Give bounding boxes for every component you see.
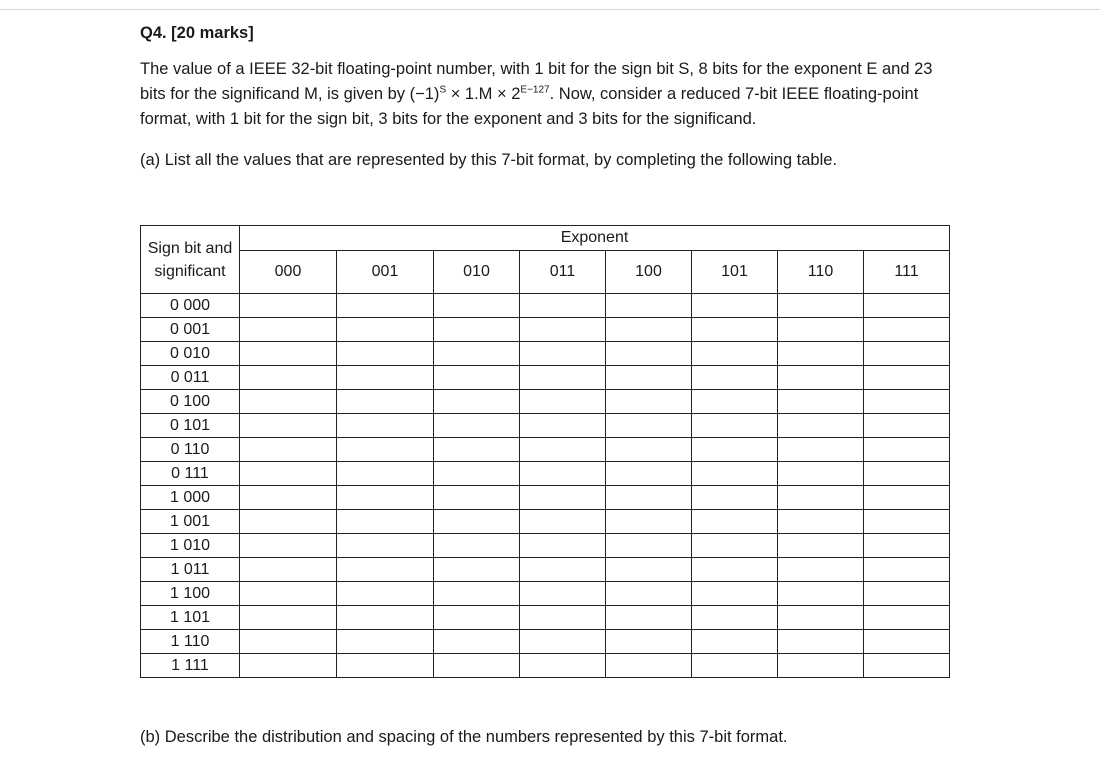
answer-cell[interactable] <box>778 462 864 486</box>
table-row <box>141 318 950 342</box>
fp-values-table <box>140 225 950 678</box>
answer-cell[interactable] <box>240 486 337 510</box>
exponent-column-header: 011 <box>520 251 606 294</box>
exponent-column-header: 000 <box>240 251 337 294</box>
answer-cell[interactable] <box>337 438 434 462</box>
answer-cell[interactable] <box>520 414 606 438</box>
answer-cell[interactable] <box>864 558 950 582</box>
answer-cell[interactable] <box>778 390 864 414</box>
answer-cell[interactable] <box>240 534 337 558</box>
answer-cell[interactable] <box>434 606 520 630</box>
answer-cell[interactable] <box>606 366 692 390</box>
answer-cell[interactable] <box>337 654 434 678</box>
row-label: 1 001 <box>141 510 240 534</box>
answer-cell[interactable] <box>520 438 606 462</box>
intro-text-2: × 1.M × 2 <box>446 85 521 103</box>
answer-cell[interactable] <box>337 342 434 366</box>
table-row <box>141 486 950 510</box>
exponent-column-header: 110 <box>778 251 864 294</box>
answer-cell[interactable] <box>692 294 778 318</box>
table-row <box>141 558 950 582</box>
answer-cell[interactable] <box>778 510 864 534</box>
answer-cell[interactable] <box>434 438 520 462</box>
row-label: 0 001 <box>141 318 240 342</box>
answer-cell[interactable] <box>864 462 950 486</box>
intro-sup-sign: S <box>439 84 447 96</box>
intro-sup-exponent: E−127 <box>520 84 550 96</box>
exponent-column-header: 111 <box>864 251 950 294</box>
answer-cell[interactable] <box>337 294 434 318</box>
table-row <box>141 414 950 438</box>
answer-cell[interactable] <box>337 582 434 606</box>
answer-cell[interactable] <box>240 294 337 318</box>
answer-cell[interactable] <box>337 414 434 438</box>
answer-cell[interactable] <box>434 630 520 654</box>
answer-cell[interactable] <box>606 462 692 486</box>
table-row <box>141 438 950 462</box>
exponent-column-header: 101 <box>692 251 778 294</box>
answer-cell[interactable] <box>606 486 692 510</box>
answer-cell[interactable] <box>864 342 950 366</box>
answer-cell[interactable] <box>240 342 337 366</box>
row-label: 0 110 <box>141 438 240 462</box>
answer-cell[interactable] <box>240 414 337 438</box>
answer-cell[interactable] <box>778 438 864 462</box>
answer-cell[interactable] <box>864 630 950 654</box>
question-title: Q4. [20 marks] <box>140 24 254 42</box>
answer-cell[interactable] <box>778 654 864 678</box>
answer-cell[interactable] <box>434 318 520 342</box>
answer-cell[interactable] <box>692 654 778 678</box>
intro-text-1: The value of a IEEE 32-bit floating-point number, with 1 bit for the sign bit S, 8 bits for the exponent E and 23 bits for the significand M, is given by (−1) <box>140 60 933 103</box>
answer-cell[interactable] <box>520 294 606 318</box>
row-label: 1 101 <box>141 606 240 630</box>
answer-cell[interactable] <box>520 510 606 534</box>
answer-cell[interactable] <box>240 582 337 606</box>
answer-cell[interactable] <box>864 654 950 678</box>
answer-cell[interactable] <box>520 630 606 654</box>
exponent-column-header: 001 <box>337 251 434 294</box>
answer-cell[interactable] <box>606 414 692 438</box>
answer-cell[interactable] <box>778 318 864 342</box>
answer-cell[interactable] <box>692 630 778 654</box>
answer-cell[interactable] <box>778 582 864 606</box>
answer-cell[interactable] <box>240 462 337 486</box>
answer-cell[interactable] <box>434 486 520 510</box>
row-label: 0 010 <box>141 342 240 366</box>
table-row <box>141 582 950 606</box>
table-row <box>141 606 950 630</box>
answer-cell[interactable] <box>864 582 950 606</box>
answer-cell[interactable] <box>864 318 950 342</box>
answer-cell[interactable] <box>434 294 520 318</box>
row-header-label: Sign bit and significant <box>141 226 240 294</box>
answer-cell[interactable] <box>434 342 520 366</box>
answer-cell[interactable] <box>240 654 337 678</box>
answer-cell[interactable] <box>864 606 950 630</box>
exponent-column-header: 100 <box>606 251 692 294</box>
question-intro <box>140 57 960 132</box>
answer-cell[interactable] <box>434 558 520 582</box>
answer-cell[interactable] <box>520 390 606 414</box>
answer-cell[interactable] <box>692 558 778 582</box>
answer-cell[interactable] <box>240 510 337 534</box>
answer-cell[interactable] <box>692 366 778 390</box>
answer-cell[interactable] <box>606 390 692 414</box>
answer-cell[interactable] <box>337 366 434 390</box>
page-top-rule <box>0 9 1100 10</box>
answer-cell[interactable] <box>692 534 778 558</box>
answer-cell[interactable] <box>778 558 864 582</box>
answer-cell[interactable] <box>434 462 520 486</box>
answer-cell[interactable] <box>520 558 606 582</box>
exponent-columns-row <box>141 251 950 294</box>
answer-cell[interactable] <box>692 462 778 486</box>
exponent-column-header: 010 <box>434 251 520 294</box>
row-label: 1 100 <box>141 582 240 606</box>
answer-cell[interactable] <box>864 414 950 438</box>
answer-cell[interactable] <box>337 486 434 510</box>
exponent-header: Exponent <box>240 226 950 251</box>
answer-cell[interactable] <box>606 630 692 654</box>
answer-cell[interactable] <box>520 534 606 558</box>
answer-cell[interactable] <box>606 606 692 630</box>
row-label: 1 110 <box>141 630 240 654</box>
answer-cell[interactable] <box>337 630 434 654</box>
answer-cell[interactable] <box>434 510 520 534</box>
answer-cell[interactable] <box>520 366 606 390</box>
answer-cell[interactable] <box>434 414 520 438</box>
part-b-text: (b) Describe the distribution and spacing of the numbers represented by this 7-bit format. <box>140 728 788 746</box>
answer-cell[interactable] <box>606 534 692 558</box>
table-row <box>141 534 950 558</box>
answer-cell[interactable] <box>434 534 520 558</box>
answer-cell[interactable] <box>864 534 950 558</box>
answer-cell[interactable] <box>337 510 434 534</box>
table-row <box>141 342 950 366</box>
answer-cell[interactable] <box>240 318 337 342</box>
answer-cell[interactable] <box>337 534 434 558</box>
answer-cell[interactable] <box>864 510 950 534</box>
row-label: 0 011 <box>141 366 240 390</box>
answer-cell[interactable] <box>778 366 864 390</box>
part-a-text: (a) List all the values that are represented by this 7-bit format, by completing the following table. <box>140 151 838 169</box>
answer-cell[interactable] <box>240 366 337 390</box>
answer-cell[interactable] <box>240 390 337 414</box>
answer-cell[interactable] <box>520 486 606 510</box>
answer-cell[interactable] <box>606 558 692 582</box>
answer-cell[interactable] <box>337 318 434 342</box>
answer-cell[interactable] <box>337 462 434 486</box>
answer-cell[interactable] <box>692 582 778 606</box>
answer-cell[interactable] <box>520 318 606 342</box>
answer-cell[interactable] <box>520 582 606 606</box>
row-label: 1 011 <box>141 558 240 582</box>
table-row <box>141 630 950 654</box>
answer-cell[interactable] <box>606 342 692 366</box>
answer-cell[interactable] <box>778 294 864 318</box>
row-label: 1 000 <box>141 486 240 510</box>
answer-cell[interactable] <box>692 438 778 462</box>
row-label: 0 101 <box>141 414 240 438</box>
answer-cell[interactable] <box>337 606 434 630</box>
answer-cell[interactable] <box>520 462 606 486</box>
answer-cell[interactable] <box>864 366 950 390</box>
answer-cell[interactable] <box>337 558 434 582</box>
answer-cell[interactable] <box>778 342 864 366</box>
answer-cell[interactable] <box>864 438 950 462</box>
answer-cell[interactable] <box>434 582 520 606</box>
table-row <box>141 462 950 486</box>
answer-cell[interactable] <box>778 486 864 510</box>
table-body <box>141 294 950 678</box>
answer-cell[interactable] <box>520 606 606 630</box>
row-label: 0 111 <box>141 462 240 486</box>
table-row <box>141 390 950 414</box>
answer-cell[interactable] <box>606 654 692 678</box>
answer-cell[interactable] <box>606 510 692 534</box>
answer-cell[interactable] <box>692 486 778 510</box>
answer-cell[interactable] <box>692 606 778 630</box>
answer-cell[interactable] <box>606 582 692 606</box>
answer-cell[interactable] <box>606 438 692 462</box>
answer-cell[interactable] <box>606 318 692 342</box>
answer-cell[interactable] <box>864 294 950 318</box>
answer-cell[interactable] <box>692 390 778 414</box>
answer-cell[interactable] <box>778 414 864 438</box>
answer-cell[interactable] <box>778 606 864 630</box>
answer-cell[interactable] <box>240 630 337 654</box>
intro-text-3: . Now, consider a reduced 7-bit IEEE floating-point format, with 1 bit for the sign bit, 3 bits for the exponent and 3 bits for the significand. <box>140 85 919 128</box>
answer-cell[interactable] <box>778 630 864 654</box>
answer-cell[interactable] <box>240 606 337 630</box>
table-row <box>141 654 950 678</box>
row-label: 1 010 <box>141 534 240 558</box>
answer-cell[interactable] <box>240 558 337 582</box>
answer-cell[interactable] <box>692 318 778 342</box>
row-label: 0 000 <box>141 294 240 318</box>
answer-cell[interactable] <box>778 534 864 558</box>
answer-cell[interactable] <box>520 654 606 678</box>
row-label: 0 100 <box>141 390 240 414</box>
answer-cell[interactable] <box>434 390 520 414</box>
answer-cell[interactable] <box>692 510 778 534</box>
answer-cell[interactable] <box>337 390 434 414</box>
answer-cell[interactable] <box>434 366 520 390</box>
answer-cell[interactable] <box>434 654 520 678</box>
table-row <box>141 294 950 318</box>
answer-cell[interactable] <box>606 294 692 318</box>
table-row <box>141 510 950 534</box>
question-block <box>140 22 960 173</box>
answer-cell[interactable] <box>692 342 778 366</box>
table-row <box>141 366 950 390</box>
answer-cell[interactable] <box>864 486 950 510</box>
answer-cell[interactable] <box>240 438 337 462</box>
answer-cell[interactable] <box>692 414 778 438</box>
answer-cell[interactable] <box>520 342 606 366</box>
row-label: 1 111 <box>141 654 240 678</box>
answer-cell[interactable] <box>864 390 950 414</box>
